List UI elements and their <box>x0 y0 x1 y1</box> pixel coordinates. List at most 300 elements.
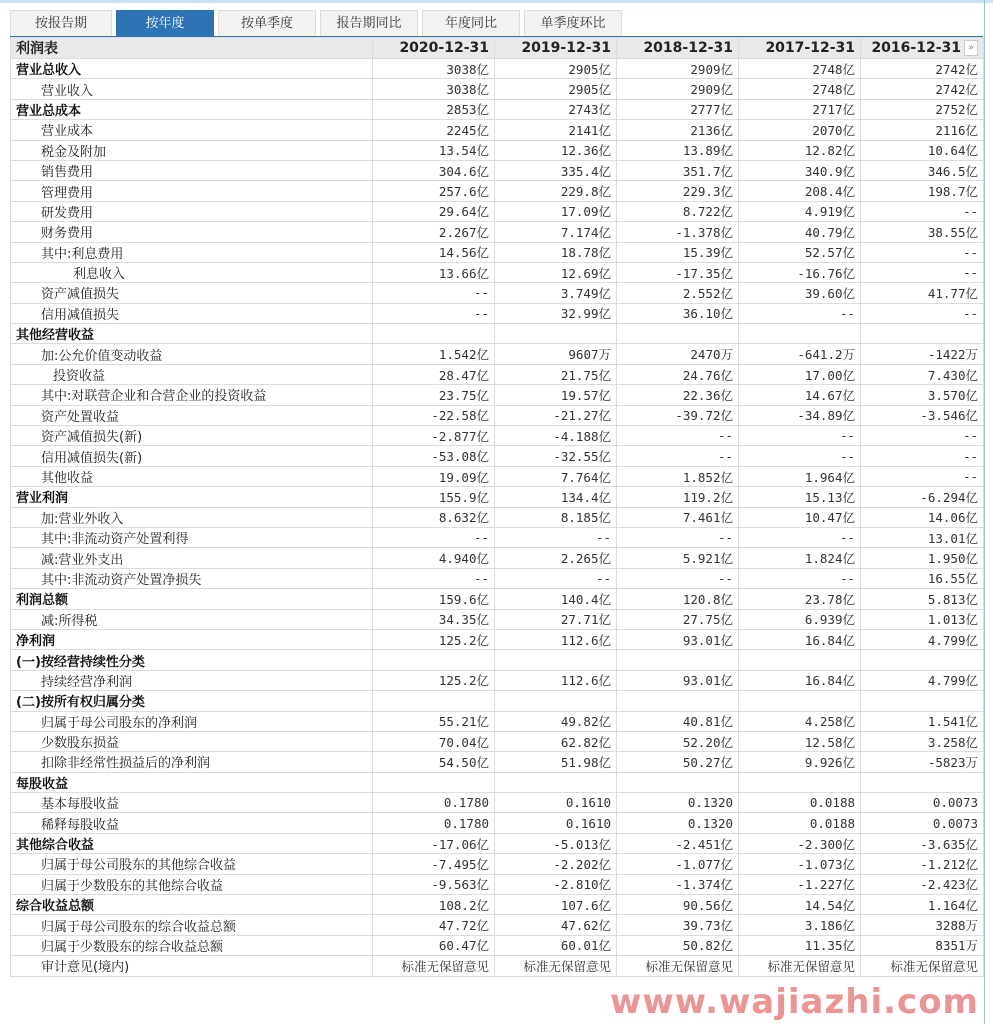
row-value: 1.852亿 <box>617 466 739 486</box>
row-value: 10.47亿 <box>739 507 861 527</box>
row-value: 27.75亿 <box>617 609 739 629</box>
row-label: 少数股东损益 <box>11 731 373 751</box>
tab-1[interactable]: 按年度 <box>116 10 214 36</box>
row-value: -21.27亿 <box>495 405 617 425</box>
table-row <box>11 99 984 119</box>
row-value: -2.300亿 <box>739 833 861 853</box>
table-row <box>11 935 984 955</box>
row-value: -9.563亿 <box>373 874 495 894</box>
top-border <box>0 0 993 3</box>
row-value: 39.60亿 <box>739 283 861 303</box>
row-value: 134.4亿 <box>495 487 617 507</box>
table-row <box>11 426 984 446</box>
row-value: 8.185亿 <box>495 507 617 527</box>
row-value: 0.1780 <box>373 813 495 833</box>
row-value: 2777亿 <box>617 99 739 119</box>
row-value: 2742亿 <box>861 79 984 99</box>
row-value: 2070亿 <box>739 120 861 140</box>
row-value: 8.632亿 <box>373 507 495 527</box>
table-row <box>11 262 984 282</box>
row-value: -1.073亿 <box>739 854 861 874</box>
row-label: 信用减值损失 <box>11 303 373 323</box>
row-value: 2905亿 <box>495 79 617 99</box>
row-value: 2136亿 <box>617 120 739 140</box>
row-label: 财务费用 <box>11 222 373 242</box>
row-value: -53.08亿 <box>373 446 495 466</box>
watermark: www.wajiazhi.com <box>609 982 979 1022</box>
column-header: 2017-12-31 <box>739 38 861 59</box>
table-row <box>11 385 984 405</box>
row-value: 标准无保留意见 <box>739 956 861 976</box>
row-value: -- <box>739 303 861 323</box>
row-value: -- <box>739 446 861 466</box>
row-value: 13.89亿 <box>617 140 739 160</box>
row-label: (一)按经营持续性分类 <box>11 650 373 670</box>
row-label: 每股收益 <box>11 772 373 792</box>
table-row <box>11 650 984 670</box>
row-value: 19.09亿 <box>373 466 495 486</box>
row-value: 1.950亿 <box>861 548 984 568</box>
table-row <box>11 833 984 853</box>
row-value: 29.64亿 <box>373 201 495 221</box>
row-value: 14.06亿 <box>861 507 984 527</box>
row-label: 其他经营收益 <box>11 324 373 344</box>
row-label: 资产减值损失(新) <box>11 426 373 446</box>
row-value: 90.56亿 <box>617 895 739 915</box>
row-value: 50.27亿 <box>617 752 739 772</box>
row-value: 108.2亿 <box>373 895 495 915</box>
row-value: -- <box>617 446 739 466</box>
row-value: 304.6亿 <box>373 160 495 180</box>
table-row <box>11 181 984 201</box>
row-value: 5.921亿 <box>617 548 739 568</box>
table-row <box>11 568 984 588</box>
table-row <box>11 813 984 833</box>
row-value: 34.35亿 <box>373 609 495 629</box>
table-row <box>11 222 984 242</box>
row-value: 23.75亿 <box>373 385 495 405</box>
column-header-last <box>861 38 984 59</box>
row-value: 47.72亿 <box>373 915 495 935</box>
row-value: 51.98亿 <box>495 752 617 772</box>
row-label: 营业收入 <box>11 79 373 99</box>
table-row <box>11 895 984 915</box>
row-value: -- <box>739 568 861 588</box>
row-label: 归属于少数股东的综合收益总额 <box>11 935 373 955</box>
row-value: 13.54亿 <box>373 140 495 160</box>
row-value: 257.6亿 <box>373 181 495 201</box>
table-row <box>11 201 984 221</box>
row-value: 93.01亿 <box>617 629 739 649</box>
row-value <box>861 324 984 344</box>
tab-4[interactable]: 年度同比 <box>422 10 520 36</box>
row-value: 36.10亿 <box>617 303 739 323</box>
row-label: 加:营业外收入 <box>11 507 373 527</box>
row-value: 17.00亿 <box>739 364 861 384</box>
row-value: 2909亿 <box>617 59 739 79</box>
column-header-label: 2016-12-31 <box>871 40 961 56</box>
row-value <box>617 772 739 792</box>
row-value: -32.55亿 <box>495 446 617 466</box>
row-value <box>861 691 984 711</box>
row-value: 198.7亿 <box>861 181 984 201</box>
row-value: 38.55亿 <box>861 222 984 242</box>
row-value: 2752亿 <box>861 99 984 119</box>
row-value: 55.21亿 <box>373 711 495 731</box>
row-value: -- <box>373 303 495 323</box>
row-value: 12.36亿 <box>495 140 617 160</box>
row-value: 40.79亿 <box>739 222 861 242</box>
row-label: 减:营业外支出 <box>11 548 373 568</box>
row-value: 8351万 <box>861 935 984 955</box>
row-value: 47.62亿 <box>495 915 617 935</box>
row-value: 12.69亿 <box>495 262 617 282</box>
row-value: 标准无保留意见 <box>495 956 617 976</box>
row-value: -641.2万 <box>739 344 861 364</box>
row-value: -1.227亿 <box>739 874 861 894</box>
row-value <box>739 324 861 344</box>
row-value: 1.013亿 <box>861 609 984 629</box>
row-value <box>373 691 495 711</box>
row-value <box>739 772 861 792</box>
row-value: -- <box>739 426 861 446</box>
row-value: -- <box>861 262 984 282</box>
row-value: -- <box>617 426 739 446</box>
row-value: 112.6亿 <box>495 670 617 690</box>
row-value: 0.1320 <box>617 793 739 813</box>
row-value: 4.258亿 <box>739 711 861 731</box>
row-value: -- <box>861 201 984 221</box>
row-value <box>617 691 739 711</box>
row-label: 归属于母公司股东的综合收益总额 <box>11 915 373 935</box>
row-value: 12.82亿 <box>739 140 861 160</box>
row-value: 3038亿 <box>373 79 495 99</box>
row-value: 2.265亿 <box>495 548 617 568</box>
income-statement-table <box>10 37 984 977</box>
row-label: 其中:对联营企业和合营企业的投资收益 <box>11 385 373 405</box>
row-value: -- <box>861 446 984 466</box>
row-value: 10.64亿 <box>861 140 984 160</box>
tab-2[interactable]: 按单季度 <box>218 10 316 36</box>
row-label: 营业利润 <box>11 487 373 507</box>
row-value: 4.799亿 <box>861 629 984 649</box>
table-row <box>11 752 984 772</box>
row-label: 投资收益 <box>11 364 373 384</box>
row-label: 研发费用 <box>11 201 373 221</box>
row-value: 50.82亿 <box>617 935 739 955</box>
row-value: 125.2亿 <box>373 629 495 649</box>
row-value: 229.3亿 <box>617 181 739 201</box>
table-row <box>11 915 984 935</box>
row-value: 2748亿 <box>739 59 861 79</box>
row-value: 3.749亿 <box>495 283 617 303</box>
row-value: -- <box>861 466 984 486</box>
row-value: 14.54亿 <box>739 895 861 915</box>
row-value: 4.940亿 <box>373 548 495 568</box>
row-value: 0.0188 <box>739 793 861 813</box>
row-value: 62.82亿 <box>495 731 617 751</box>
tab-0[interactable]: 按报告期 <box>10 10 112 36</box>
row-value: 14.67亿 <box>739 385 861 405</box>
row-value: 2748亿 <box>739 79 861 99</box>
row-value: 13.66亿 <box>373 262 495 282</box>
row-label: 归属于少数股东的其他综合收益 <box>11 874 373 894</box>
row-value: 340.9亿 <box>739 160 861 180</box>
row-value: 4.919亿 <box>739 201 861 221</box>
row-value: -1.212亿 <box>861 854 984 874</box>
row-label: 其他综合收益 <box>11 833 373 853</box>
row-value: 1.164亿 <box>861 895 984 915</box>
row-label: 营业总成本 <box>11 99 373 119</box>
row-value: 0.0073 <box>861 793 984 813</box>
row-value: 3.186亿 <box>739 915 861 935</box>
row-value: -16.76亿 <box>739 262 861 282</box>
table-row <box>11 609 984 629</box>
row-value: 120.8亿 <box>617 589 739 609</box>
table-row <box>11 283 984 303</box>
row-label: 资产减值损失 <box>11 283 373 303</box>
row-value: -17.06亿 <box>373 833 495 853</box>
table-row <box>11 956 984 976</box>
table-row <box>11 772 984 792</box>
row-value: 13.01亿 <box>861 527 984 547</box>
row-value: -- <box>739 527 861 547</box>
row-value: -- <box>495 568 617 588</box>
row-value: 140.4亿 <box>495 589 617 609</box>
row-value: 1.964亿 <box>739 466 861 486</box>
row-value <box>373 772 495 792</box>
row-value: 15.39亿 <box>617 242 739 262</box>
table-row <box>11 711 984 731</box>
row-label: 其中:非流动资产处置利得 <box>11 527 373 547</box>
row-value: 351.7亿 <box>617 160 739 180</box>
row-value: 16.84亿 <box>739 629 861 649</box>
row-value: -22.58亿 <box>373 405 495 425</box>
row-value: 32.99亿 <box>495 303 617 323</box>
table-row <box>11 59 984 79</box>
row-value: -- <box>617 527 739 547</box>
row-label: 其中:利息费用 <box>11 242 373 262</box>
row-value: -- <box>373 568 495 588</box>
row-value: 1.542亿 <box>373 344 495 364</box>
row-value: 70.04亿 <box>373 731 495 751</box>
row-value <box>861 772 984 792</box>
row-value: -- <box>861 426 984 446</box>
row-value: 41.77亿 <box>861 283 984 303</box>
table-row <box>11 79 984 99</box>
table-row <box>11 140 984 160</box>
row-value <box>495 650 617 670</box>
row-value <box>617 650 739 670</box>
row-value: 28.47亿 <box>373 364 495 384</box>
row-value: 2.552亿 <box>617 283 739 303</box>
row-label: 综合收益总额 <box>11 895 373 915</box>
row-value: 1.541亿 <box>861 711 984 731</box>
row-label: 扣除非经常性损益后的净利润 <box>11 752 373 772</box>
table-row <box>11 874 984 894</box>
table-row <box>11 324 984 344</box>
more-columns-icon[interactable]: » <box>964 40 978 56</box>
row-value: 0.1780 <box>373 793 495 813</box>
row-value <box>495 691 617 711</box>
row-value: 标准无保留意见 <box>373 956 495 976</box>
column-header: 2019-12-31 <box>495 38 617 59</box>
row-value <box>739 691 861 711</box>
row-value: -5.013亿 <box>495 833 617 853</box>
table-row <box>11 731 984 751</box>
row-value: 2141亿 <box>495 120 617 140</box>
row-label: 税金及附加 <box>11 140 373 160</box>
row-value: 2905亿 <box>495 59 617 79</box>
row-label: 利息收入 <box>11 262 373 282</box>
row-value: -39.72亿 <box>617 405 739 425</box>
row-label: 基本每股收益 <box>11 793 373 813</box>
row-value: -34.89亿 <box>739 405 861 425</box>
table-row <box>11 507 984 527</box>
tab-3[interactable]: 报告期同比 <box>320 10 418 36</box>
table-row <box>11 670 984 690</box>
row-value: 112.6亿 <box>495 629 617 649</box>
row-value: -3.546亿 <box>861 405 984 425</box>
row-value: -- <box>373 283 495 303</box>
row-label: 加:公允价值变动收益 <box>11 344 373 364</box>
row-value: 52.20亿 <box>617 731 739 751</box>
row-value: 7.764亿 <box>495 466 617 486</box>
row-value: 107.6亿 <box>495 895 617 915</box>
table-row <box>11 364 984 384</box>
row-value <box>739 650 861 670</box>
row-value: -2.877亿 <box>373 426 495 446</box>
row-value: 12.58亿 <box>739 731 861 751</box>
table-row <box>11 691 984 711</box>
table-row <box>11 120 984 140</box>
row-value: 17.09亿 <box>495 201 617 221</box>
row-value: 3038亿 <box>373 59 495 79</box>
row-value: 39.73亿 <box>617 915 739 935</box>
table-row <box>11 303 984 323</box>
column-header: 2020-12-31 <box>373 38 495 59</box>
row-value: -5823万 <box>861 752 984 772</box>
row-value: -2.423亿 <box>861 874 984 894</box>
row-value: -1.378亿 <box>617 222 739 242</box>
row-label: 净利润 <box>11 629 373 649</box>
row-value: 125.2亿 <box>373 670 495 690</box>
table-row <box>11 629 984 649</box>
row-label: 审计意见(境内) <box>11 956 373 976</box>
row-value: 6.939亿 <box>739 609 861 629</box>
row-value: 2742亿 <box>861 59 984 79</box>
row-value: 2909亿 <box>617 79 739 99</box>
table-row <box>11 487 984 507</box>
row-value: 119.2亿 <box>617 487 739 507</box>
row-value <box>617 324 739 344</box>
row-value: 2853亿 <box>373 99 495 119</box>
table-row <box>11 405 984 425</box>
row-value: 21.75亿 <box>495 364 617 384</box>
row-value: 346.5亿 <box>861 160 984 180</box>
tab-5[interactable]: 单季度环比 <box>524 10 622 36</box>
row-label: 归属于母公司股东的净利润 <box>11 711 373 731</box>
row-value: 8.722亿 <box>617 201 739 221</box>
row-value: 7.174亿 <box>495 222 617 242</box>
period-tabs <box>10 10 626 36</box>
row-value: -- <box>861 242 984 262</box>
row-value: -2.810亿 <box>495 874 617 894</box>
row-value: -7.495亿 <box>373 854 495 874</box>
row-label: 信用减值损失(新) <box>11 446 373 466</box>
row-label: 资产处置收益 <box>11 405 373 425</box>
row-value: 14.56亿 <box>373 242 495 262</box>
row-value: 9.926亿 <box>739 752 861 772</box>
row-value: -- <box>495 527 617 547</box>
row-value: 0.0188 <box>739 813 861 833</box>
row-value: 60.47亿 <box>373 935 495 955</box>
row-label: 稀释每股收益 <box>11 813 373 833</box>
row-label: 减:所得税 <box>11 609 373 629</box>
row-label: (二)按所有权归属分类 <box>11 691 373 711</box>
table-row <box>11 589 984 609</box>
row-value: 0.1610 <box>495 813 617 833</box>
table-row <box>11 160 984 180</box>
row-value <box>495 772 617 792</box>
row-value: 3.258亿 <box>861 731 984 751</box>
row-value: 标准无保留意见 <box>617 956 739 976</box>
row-value: 2116亿 <box>861 120 984 140</box>
table-row <box>11 446 984 466</box>
row-value: 2470万 <box>617 344 739 364</box>
row-value: 52.57亿 <box>739 242 861 262</box>
row-label: 其中:非流动资产处置净损失 <box>11 568 373 588</box>
row-value: 49.82亿 <box>495 711 617 731</box>
row-value: 229.8亿 <box>495 181 617 201</box>
row-value: -3.635亿 <box>861 833 984 853</box>
row-label: 其他收益 <box>11 466 373 486</box>
row-value: 3.570亿 <box>861 385 984 405</box>
row-value: 208.4亿 <box>739 181 861 201</box>
row-value: 93.01亿 <box>617 670 739 690</box>
row-label: 利润总额 <box>11 589 373 609</box>
row-value: 335.4亿 <box>495 160 617 180</box>
row-value: 2743亿 <box>495 99 617 119</box>
row-value: 18.78亿 <box>495 242 617 262</box>
table-row <box>11 242 984 262</box>
row-value: 16.55亿 <box>861 568 984 588</box>
row-value: -1.374亿 <box>617 874 739 894</box>
row-value: -2.202亿 <box>495 854 617 874</box>
row-value: 2245亿 <box>373 120 495 140</box>
row-value: -1422万 <box>861 344 984 364</box>
row-value: -- <box>861 303 984 323</box>
row-value: 2.267亿 <box>373 222 495 242</box>
row-value: 54.50亿 <box>373 752 495 772</box>
row-value: 0.1320 <box>617 813 739 833</box>
row-value: 159.6亿 <box>373 589 495 609</box>
row-value: 0.0073 <box>861 813 984 833</box>
row-value <box>495 324 617 344</box>
row-value: -4.188亿 <box>495 426 617 446</box>
row-label: 管理费用 <box>11 181 373 201</box>
row-value: 7.430亿 <box>861 364 984 384</box>
row-value: -6.294亿 <box>861 487 984 507</box>
row-value <box>861 650 984 670</box>
row-value: 22.36亿 <box>617 385 739 405</box>
row-value: 1.824亿 <box>739 548 861 568</box>
table-row <box>11 466 984 486</box>
row-value: -2.451亿 <box>617 833 739 853</box>
row-value: 23.78亿 <box>739 589 861 609</box>
row-value: -- <box>617 568 739 588</box>
row-label: 营业总收入 <box>11 59 373 79</box>
